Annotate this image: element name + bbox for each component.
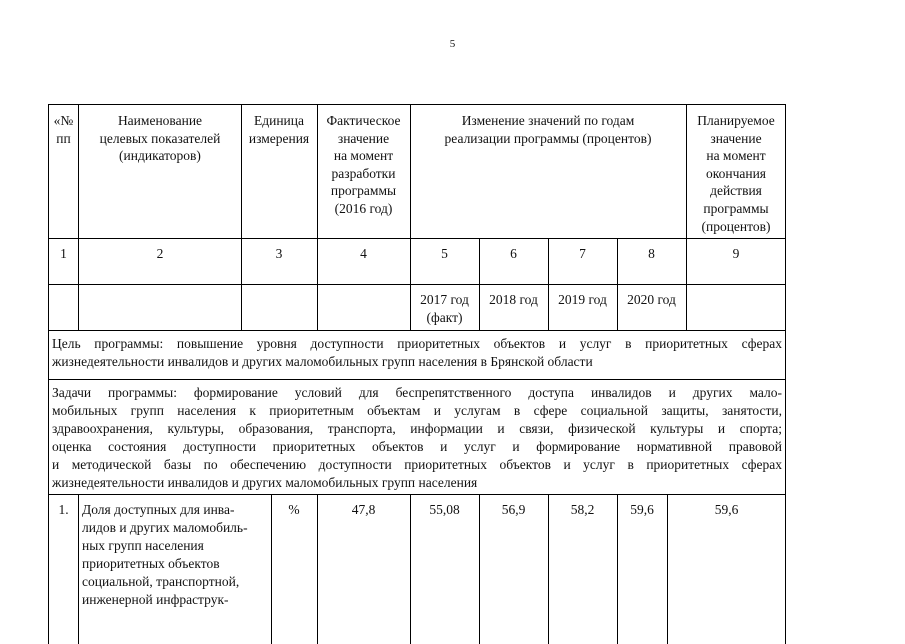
column-number: 3	[275, 246, 283, 261]
column-number: 4	[360, 246, 367, 261]
rule	[48, 494, 786, 495]
program-tasks-line: здравоохранения, культуры, образования, транспорта, информации и связи, физической культуры и спорта;	[52, 421, 782, 436]
program-goal-line: жизнедеятельности инвалидов и других маломобильных групп населения в Брянской области	[52, 354, 593, 369]
year-label: 2017 год (факт)	[420, 292, 469, 325]
actual-value-2016: 47,8	[351, 502, 376, 517]
value-2020: 59,6	[630, 502, 654, 517]
rule	[48, 238, 786, 239]
column-number: 8	[648, 246, 655, 261]
rule	[48, 284, 786, 285]
year-label: 2020 год	[627, 292, 676, 307]
program-tasks-line: оценка состояния доступности приоритетных объектов и услуг и формирование нормативной правовой	[52, 439, 782, 454]
planned-value: 59,6	[714, 502, 739, 517]
year-label: 2018 год	[489, 292, 538, 307]
program-tasks-line: жизнедеятельности инвалидов и других маломобильных групп населения	[52, 475, 478, 490]
header-actual-value: Фактическое значение на момент разработки программы (2016 год)	[326, 113, 401, 216]
value-2018: 56,9	[501, 502, 526, 517]
rule	[48, 330, 786, 331]
indicator-name-line: Доля доступных для инва-	[82, 502, 235, 517]
unit-value: %	[288, 502, 300, 517]
indicator-name-line: инженерной инфраструк-	[82, 592, 229, 607]
indicator-name-line: ных групп населения	[82, 538, 204, 553]
rule	[48, 379, 786, 380]
program-goal-line: Цель программы: повышение уровня доступности приоритетных объектов и услуг в приоритетных сферах	[52, 336, 782, 351]
column-number: 9	[732, 246, 740, 261]
year-label: 2019 год	[558, 292, 607, 307]
header-indicator-name: Наименование целевых показателей (индикаторов)	[99, 113, 221, 164]
header-yearly-change: Изменение значений по годам реализации программы (процентов)	[444, 113, 652, 146]
indicator-name-line: приоритетных объектов	[82, 556, 220, 571]
header-planned-value: Планируемое значение на момент окончания действия программы (процентов)	[697, 113, 775, 234]
indicators-table	[48, 104, 786, 644]
indicator-name-line: лидов и других маломобиль-	[82, 520, 248, 535]
rule	[48, 104, 786, 105]
indicator-name-line: социальной, транспортной,	[82, 574, 240, 589]
rule	[48, 104, 49, 644]
program-tasks-line: мобильных групп населения к приоритетным объектам и услугам в сфере социальной защиты, занятости,	[52, 403, 782, 418]
header-unit: Единица измерения	[248, 113, 310, 146]
row-number: 1.	[58, 502, 69, 517]
header-number: «№ пп	[53, 113, 74, 146]
column-number: 7	[579, 246, 586, 261]
value-2019: 58,2	[570, 502, 595, 517]
column-number: 6	[510, 246, 517, 261]
column-number: 5	[441, 246, 448, 261]
column-number: 2	[156, 246, 164, 261]
program-tasks-line: и методической базы по обеспечению доступности приоритетных объектов и услуг в приоритетных сферах	[52, 457, 782, 472]
page-number: 5	[449, 38, 456, 50]
column-number: 1	[60, 246, 67, 261]
value-2017: 55,08	[429, 502, 460, 517]
program-tasks-line: Задачи программы: формирование условий для беспрепятственного доступа инвалидов и других мало-	[52, 385, 782, 400]
